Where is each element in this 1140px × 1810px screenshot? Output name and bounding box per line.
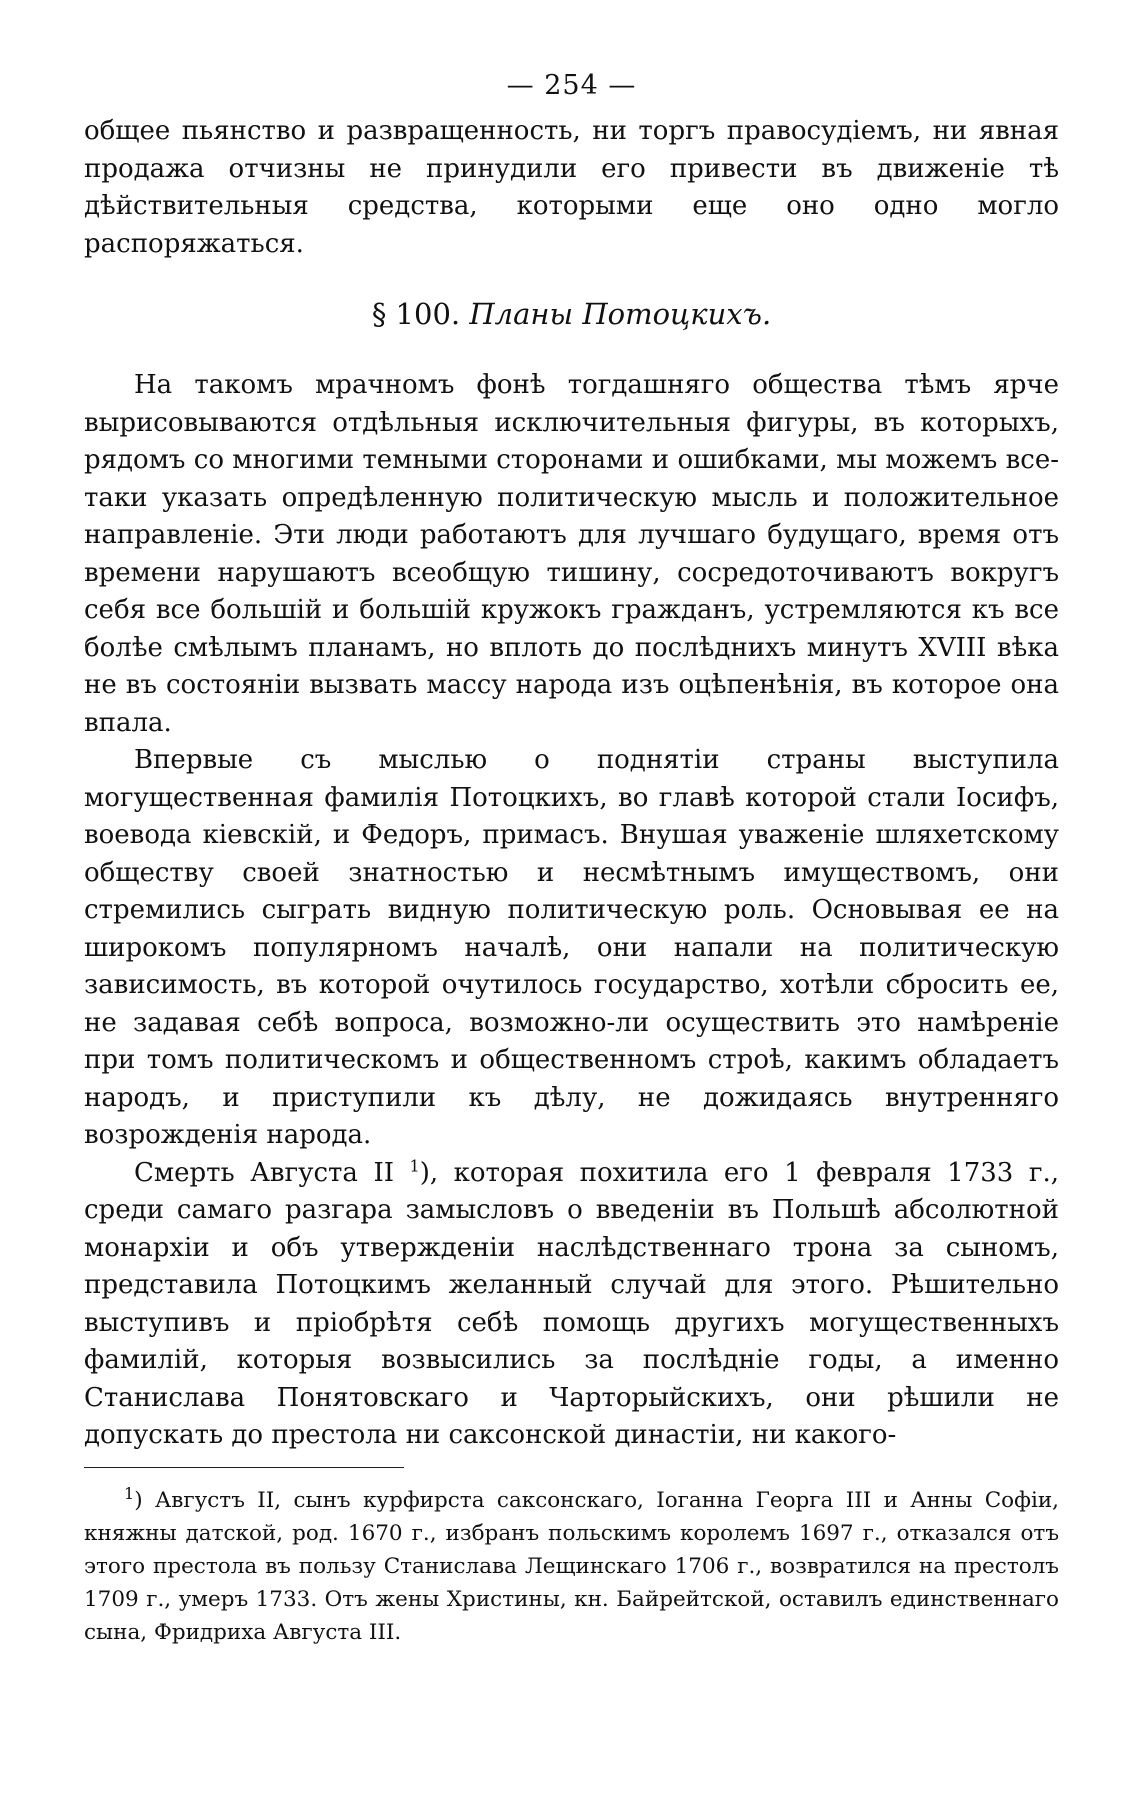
book-page [84,70,1059,1649]
paragraph-2: Впервые съ мыслью о поднятіи страны выступила могущественная фамилія Потоцкихъ, во главѣ которой стали Іосифъ, воевода кіевскій, и Федоръ, примасъ. Внушая уваженіе шляхетскому обществу своей знатностью и несмѣтнымъ имуществомъ, они стремились сыграть видную политическую роль. Основывая ее на широкомъ популярномъ началѣ, они напали на политическую зависимость, въ которой очутилось государство, хотѣли сбросить ее, не задавая себѣ вопроса, возможно-ли осуществить это намѣреніе при томъ политическомъ и общественномъ строѣ, какимъ обладаетъ народъ, и приступили къ дѣлу, не дожидаясь внутренняго возрожденія народа. [84,745,1059,1150]
page-number: — 254 — [506,70,637,101]
paragraph-3-start: Смерть Августа II [134,1157,410,1188]
footnote-marker: 1 [124,1483,135,1503]
paragraph-1: На такомъ мрачномъ фонѣ тогдашняго общества тѣмъ ярче вырисовываются отдѣльныя исключительныя фигуры, въ которыхъ, рядомъ со многими темными сторонами и ошибками, мы можемъ все-таки указать опредѣленную политическую мысль и положительное направленіе. Эти люди работаютъ для лучшаго будущаго, время отъ времени нарушаютъ всеобщую тишину, сосредоточиваютъ вокругъ себя все большій и большій кружокъ гражданъ, устремляются къ все болѣе смѣлымъ планамъ, но вплоть до послѣднихъ минутъ XVIII вѣка не въ состояніи вызвать массу народа изъ оцѣпенѣнія, въ которое она впала. [84,370,1059,738]
footnote-text: ) Августъ II, сынъ курфирста саксонскаго, Іоганна Георга III и Анны Софіи, княжны датской, род. 1670 г., избранъ польскимъ королемъ 1697 г., отказался отъ этого престола въ пользу Станислава Лещинскаго 1706 г., возвратился на престолъ 1709 г., умеръ 1733. Отъ жены Христины, кн. Байрейтской, оставилъ единственнаго сына, Фридриха Августа III. [84,1487,1059,1645]
section-number: § 100. [371,297,461,331]
section-title: Планы Потоцкихъ. [469,297,772,331]
paragraph-3-rest: ), которая похитила его 1 февраля 1733 г., среди самаго разгара замысловъ о введеніи въ Польшѣ абсолютной монархіи и объ утвержденіи наслѣдственнаго трона за сыномъ, представила Потоцкимъ желанный случай для этого. Рѣшительно выступивъ и пріобрѣтя себѣ помощь другихъ могущественныхъ фамилій, которыя возвысились за послѣдніе годы, а именно Станислава Понятовскаго и Чарторыйскихъ, они рѣшили не допускать до престола ни саксонской династіи, ни какого- [84,1157,1060,1450]
footnote [84,1484,1059,1649]
paragraph-3 [84,1155,1059,1455]
footnote-divider [84,1467,404,1468]
section-heading [84,297,1059,331]
paragraph-continuation: общее пьянство и развращенность, ни торгъ правосудіемъ, ни явная продажа отчизны не принудили его привести въ движеніе тѣ дѣйствительныя средства, которыми еще оно одно могло распоряжаться. [84,116,1059,259]
footnote-reference: 1 [409,1155,420,1175]
